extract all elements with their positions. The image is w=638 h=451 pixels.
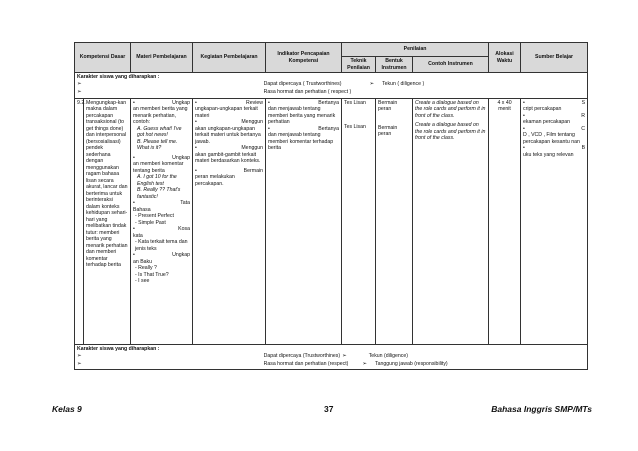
bullet-icon: • <box>195 145 197 151</box>
header-contoh: Contoh Instrumen <box>413 57 489 73</box>
bullet-icon: • <box>133 252 135 258</box>
materi-example: B. Really ?? That's fantastic! <box>137 187 181 200</box>
footer-subject: Bahasa Inggris SMP/MTs <box>491 404 592 414</box>
karakter-top-line1b: Tekun ( diligence ) <box>382 81 425 88</box>
materi-label: Kosa <box>178 226 190 232</box>
sumber-label: R <box>581 112 586 119</box>
kegiatan-text: akan ungkapan-ungkapan terkait materi untuk bertanya jawab. <box>195 125 261 145</box>
materi-item: - Kata terkait tema dan jenis teks <box>135 239 188 252</box>
bullet-icon: • <box>195 119 197 125</box>
indikator-text: dan menjawab tentang memberi komentar terhadap berita <box>268 132 334 151</box>
materi-item: - Present Perfect <box>135 213 174 219</box>
footer-class: Kelas 9 <box>52 404 82 414</box>
materi-cell <box>131 98 193 344</box>
kegiatan-text: peran melakukan percakapan. <box>195 174 235 187</box>
karakter-bottom-line1b: Tekun (diligence) <box>368 352 408 359</box>
sumber-label: C <box>581 125 586 132</box>
bullet-icon: • <box>133 226 135 232</box>
materi-label: Ungkap <box>172 99 190 106</box>
header-penilaian: Penilaian <box>342 43 489 57</box>
sumber-label: B <box>581 145 586 151</box>
bentuk-cell <box>376 98 413 344</box>
bullet-icon: • <box>195 99 197 106</box>
kegiatan-text: ungkapan-ungkapan terkait materi <box>195 106 258 119</box>
page-number: 37 <box>324 404 334 414</box>
sumber-text: cript percakapan <box>523 106 562 112</box>
kd-number: 9.2. <box>75 98 84 344</box>
materi-item: - Is That True? <box>135 271 169 278</box>
kd-text: Mengungkap-kan makna dalam percakapan transaksional (to get things done) dan interpersonal (bersosialisasi) pendek sederhana dengan menggunakan ragam bahasa lisan secara akurat, lancar dan berterima untuk berinteraksi dalam konteks kehidupan sehari-hari yang melibatkan tindak tutur: memberi berita yang menarik perhatian dan memberi komentar terhadap berita <box>84 98 131 344</box>
kegiatan-label: Bermain <box>243 167 263 174</box>
materi-text: an Baku <box>133 258 153 265</box>
bentuk-text: Bermain peran <box>378 99 398 112</box>
kegiatan-label: Review <box>245 99 263 106</box>
arrow-bullet-icon: ➢ <box>77 81 82 88</box>
silabus-table <box>74 42 588 370</box>
header-teknik: Teknik Penilaian <box>342 57 376 73</box>
kegiatan-cell <box>193 98 266 344</box>
karakter-bottom-row <box>75 344 588 370</box>
header-materi: Materi Pembelajaran <box>131 43 193 73</box>
materi-example: B. Please tell me. What is it? <box>137 138 178 151</box>
materi-item: - Really ? <box>135 265 157 271</box>
materi-text: an memberi komentar tentang berita <box>133 161 184 174</box>
materi-label: Tata <box>180 200 190 206</box>
teknik-text: Tes Lisan <box>344 124 366 130</box>
materi-item: - I see <box>135 278 150 284</box>
contoh-text: Create a dialogue based on the role cards and perform it in front of the class. <box>415 122 486 141</box>
bullet-icon: • <box>133 200 135 206</box>
karakter-bottom-line2a: Rasa hormat dan perhatian (respect) <box>263 360 349 367</box>
bentuk-text: Bermain peran <box>378 124 398 137</box>
karakter-top-line1a: Dapat dipercaya ( Trustworthines) <box>263 81 342 88</box>
header-indikator: Indikator Pencapaian Kompetensi <box>266 43 342 73</box>
arrow-bullet-icon: ➢ <box>342 352 347 359</box>
karakter-bottom-line1a: Dapat dipercaya (Trustworthines) <box>263 352 341 359</box>
silabus-content-row <box>75 98 588 344</box>
karakter-top-line2a: Rasa hormat dan perhatian ( respect ) <box>263 89 352 96</box>
sumber-text: ekaman percakapan <box>523 119 571 125</box>
materi-label: Ungkap <box>172 154 190 161</box>
indikator-label: Bertanya <box>318 99 339 106</box>
karakter-top-title: Karakter siswa yang diharapkan : <box>77 74 160 80</box>
karakter-bottom-cell <box>75 344 588 370</box>
materi-text: kata <box>133 232 143 239</box>
header-bentuk: Bentuk Instrumen <box>376 57 413 73</box>
header-sumber: Sumber Belajar <box>521 43 588 73</box>
kegiatan-label: Menggun <box>241 145 263 151</box>
arrow-bullet-icon: ➢ <box>77 360 82 367</box>
bullet-icon: • <box>523 145 525 151</box>
indikator-label: Bertanya <box>318 125 339 132</box>
bullet-icon: • <box>523 99 525 106</box>
arrow-bullet-icon: ➢ <box>77 352 82 359</box>
header-kegiatan: Kegiatan Pembelajaran <box>193 43 266 73</box>
header-kompetensi-dasar: Kompetensi Dasar <box>75 43 131 73</box>
bullet-icon: • <box>195 167 197 174</box>
bullet-icon: • <box>133 99 135 106</box>
bullet-icon: • <box>133 154 135 161</box>
materi-item: - Simple Past <box>135 219 166 226</box>
teknik-text: Tes Lisan <box>344 99 366 106</box>
indikator-text: dan menjawab tentang memberi berita yang menarik perhatian <box>268 106 336 125</box>
sumber-label: S <box>581 99 586 106</box>
arrow-bullet-icon: ➢ <box>362 360 367 367</box>
materi-label: Ungkap <box>172 252 190 258</box>
arrow-bullet-icon: ➢ <box>369 81 375 88</box>
indikator-cell <box>266 98 342 344</box>
teknik-cell <box>342 98 376 344</box>
materi-text: an memberi berita yang menarik perhatian, contoh: <box>133 106 188 125</box>
sumber-cell <box>521 98 588 344</box>
materi-example: A. I got 10 for the English test <box>137 174 177 187</box>
bullet-icon: • <box>268 99 270 106</box>
karakter-top-row <box>75 73 588 99</box>
sumber-text: uku teks yang relevan <box>523 151 574 158</box>
materi-text: Bahasa <box>133 206 151 213</box>
arrow-bullet-icon: ➢ <box>77 89 82 96</box>
materi-example: A. Guess what! I've got hot news! <box>137 125 182 138</box>
bullet-icon: • <box>268 125 270 132</box>
header-alokasi: Alokasi Waktu <box>489 43 521 73</box>
karakter-top-cell <box>75 73 588 99</box>
karakter-bottom-line2b: Tanggung jawab (responsibility) <box>375 360 448 367</box>
kegiatan-text: akan gambit-gambit terkait materi berdasarkan konteks. <box>195 151 261 164</box>
karakter-bottom-title: Karakter siswa yang diharapkan : <box>77 345 160 352</box>
sumber-text: D , VCD , Film tentang percakapan kesantu nan <box>523 132 580 145</box>
alokasi-cell: 4 x 40 menit <box>489 98 521 344</box>
header-row <box>75 43 588 57</box>
bullet-icon: • <box>523 112 525 119</box>
bullet-icon: • <box>523 125 525 132</box>
kegiatan-label: Menggun <box>241 119 263 125</box>
contoh-text: Create a dialogue based on the role cards and perform it in front of the class. <box>415 99 486 119</box>
page-footer <box>52 404 592 418</box>
contoh-cell <box>413 98 489 344</box>
